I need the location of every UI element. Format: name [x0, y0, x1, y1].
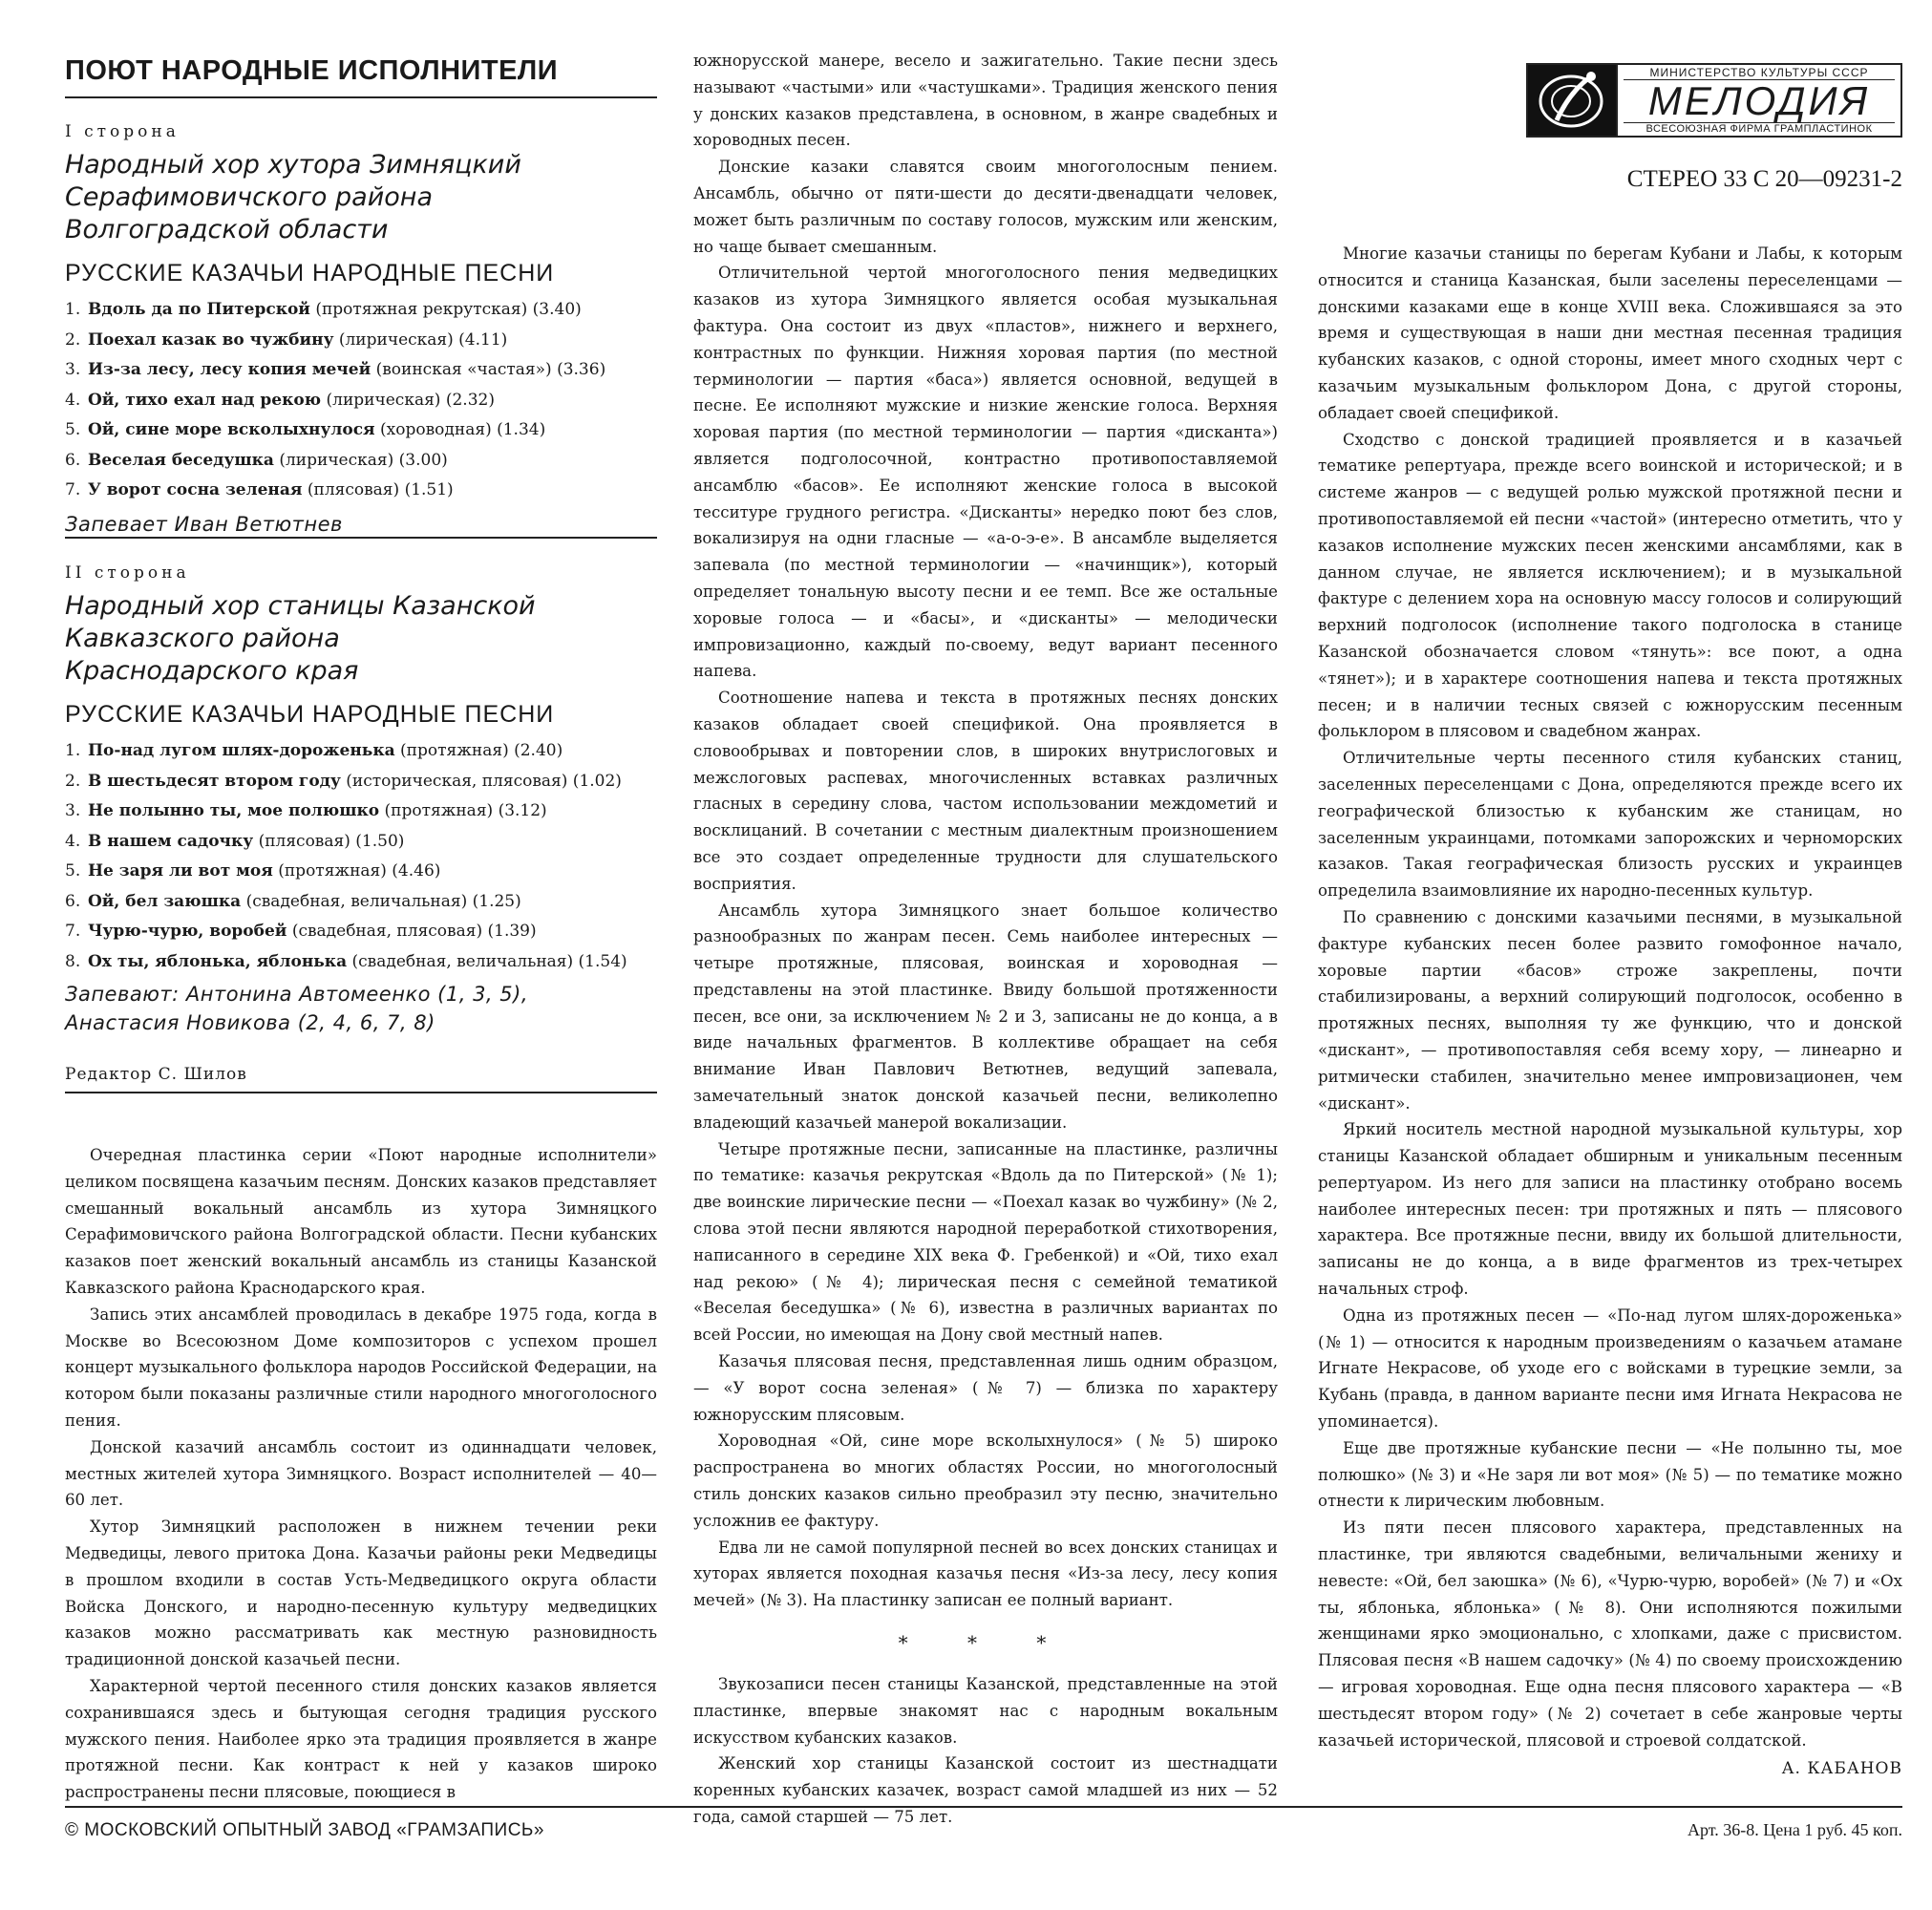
track-item [65, 446, 657, 477]
section-separator: * * * [898, 1631, 1073, 1655]
paragraph: Хороводная «Ой, сине море всколыхнулося» (№ 5) широко распространена во многих областях России, но многоголосный стиль донских казаков сильно преобразил эту песню, значительно усложнив ее фактуру. [693, 1432, 1278, 1530]
logo-company: ВСЕСОЮЗНАЯ ФИРМА ГРАМПЛАСТИНОК [1624, 122, 1895, 135]
paragraph: Хутор Зимняцкий расположен в нижнем течении реки Медведицы, левого притока Дона. Казачьи районы реки Медведицы в прошлом входили в состав Усть-Медведицкого округа области Войска Донского, и народно-песенную культуру медведицких казаков можно рассматривать как местную разновидность традиционной донской казачьей песни. [65, 1517, 657, 1669]
track-title: Веселая беседушка [88, 450, 274, 470]
side-two-choir [65, 590, 657, 688]
footer-price: Арт. 36-8. Цена 1 руб. 45 коп. [1687, 1820, 1902, 1839]
track-title: Ой, тихо ехал над рекою [88, 390, 322, 410]
track-title: Вдоль да по Питерской [88, 300, 310, 319]
track-title: Из-за лесу, лесу копия мечей [88, 360, 372, 379]
series-title: ПОЮТ НАРОДНЫЕ ИСПОЛНИТЕЛИ [65, 55, 657, 98]
track-number: 4. [65, 831, 81, 851]
track-item [65, 736, 657, 767]
logo-ministry: МИНИСТЕРСТВО КУЛЬТУРЫ СССР [1624, 66, 1895, 80]
paragraph: Отличительной чертой многоголосного пения медведицких казаков из хутора Зимняцкого является особая музыкальная фактура. Она состоит из двух «пластов», нижнего и верхнего, контрастных по функции. Нижняя хоровая партия (по местной терминологии — партия «баса») является основной, ведущей в песне. Ее исполняют мужские и низкие женские голоса. Верхняя хоровая партия (по местной терминологии — партия «дисканта») является подголосочной, контрастно противопоставляемой ансамблю «басов». Ее исполняют женские голоса в высокой тесситуре грудного регистра. «Дисканты» нередко поют без слов, вокализируя на одни гласные — «а-о-э-е». В ансамбле выделяется запевала (по местной терминологии — «начинщик»), который определяет тональную высоту песни и ее темп. Все же остальные хоровые голоса — и «басы», и «дисканты» — мелодически импровизационно, каждый по-своему, ведут вариант песенного напева. [693, 264, 1278, 681]
choir-line: Серафимовичского района [65, 182, 433, 212]
track-note: (историческая, плясовая) (1.02) [346, 771, 622, 791]
track-number: 2. [65, 771, 81, 791]
intro-text [65, 1142, 657, 1806]
track-number: 7. [65, 922, 81, 941]
track-title: Не полынно ты, мое полюшко [88, 801, 380, 820]
track-note: (воинская «частая») (3.36) [375, 360, 606, 379]
track-number: 6. [65, 450, 81, 470]
track-number: 3. [65, 360, 81, 379]
track-note: (протяжная) (2.40) [400, 741, 563, 760]
track-title: Поехал казак во чужбину [88, 329, 334, 350]
track-item [65, 917, 657, 947]
track-title: Ой, сине море всколыхнулося [88, 420, 375, 439]
track-number: 1. [65, 300, 81, 319]
side-one-label: I сторона [65, 122, 180, 141]
paragraph: Четыре протяжные песни, записанные на пластинке, различны по тематике: казачья рекрутская «Вдоль да по Питерской» (№ 1); две воинские лирические песни — «Поехал казак во чужбину» (№ 2, слова этой песни являются народной переработкой стихотворения, написанного в середине XIX века Ф. Гребенкой) и «Ой, тихо ехал над рекою» (№ 4); лирическая песня с семейной тематикой «Веселая беседушка» (№ 6), известна в различных вариантах по всей России, но имеющая на Дону свой местный напев. [693, 1139, 1278, 1345]
track-note: (свадебная, величальная) (1.25) [245, 891, 521, 911]
track-note: (плясовая) (1.51) [307, 480, 454, 499]
paragraph: Многие казачьи станицы по берегам Кубани и Лабы, к которым относится и станица Казанская, были заселены переселенцами — донскими казаками еще в конце XVIII века. Сложившаяся за это время и существующая в наши дни местная песенная традиция кубанских казаков, с одной стороны, имеет много сходных черт с казачьим музыкальным фольклором Дона, с другой стороны, обладает своей спецификой. [1318, 244, 1902, 422]
paragraph: Ансамбль хутора Зимняцкого знает большое количество разнообразных по жанрам песен. Семь наиболее интересных — четыре протяжные, плясовая, воинская и хороводная — представлены на этой пластинке. Ввиду большой протяженности песен, все они, за исключением № 2 и 3, записаны не до конца, а в виде начальных фрагментов. В коллективе обращает на себя внимание Иван Павлович Ветютнев, ведущий запевала, замечательный знаток донской казачьей песни, великолепно владеющий казачьей манерой вокализации. [693, 901, 1278, 1132]
track-note: (протяжная рекрутская) (3.40) [315, 300, 582, 319]
track-number: 5. [65, 420, 81, 439]
track-item [65, 355, 657, 386]
side-one-track-list [65, 295, 657, 506]
track-item [65, 295, 657, 326]
track-item [65, 767, 657, 797]
side-two-track-list [65, 736, 657, 976]
track-number: 5. [65, 861, 81, 881]
track-title: В нашем садочку [88, 831, 254, 851]
track-note: (плясовая) (1.50) [258, 831, 405, 851]
side-two-block [65, 563, 657, 1037]
side-one-block [65, 122, 657, 539]
paragraph: Женский хор станицы Казанской состоит из шестнадцати коренных кубанских казачек, возраст самой младшей из них — 52 года, самой старшей — 75 лет. [693, 1754, 1278, 1826]
choir-line: Народный хор хутора Зимняцкий [65, 150, 521, 180]
track-note: (свадебная, плясовая) (1.39) [291, 922, 537, 941]
track-number: 4. [65, 390, 81, 410]
record-label-emblem-icon [1528, 65, 1618, 136]
paragraph: Яркий носитель местной народной музыкальной культуры, хор станицы Казанской обладает обширным и уникальным песенным репертуаром. Из него для записи на пластинку отобрано восемь наиболее интересных песен: три протяжных и пять — плясового характера. Все протяжные песни, ввиду их большой длительности, записаны не до конца, а в виде фрагментов из трех-четырех начальных строф. [1318, 1120, 1902, 1299]
paragraph: Едва ли не самой популярной песней во всех донских станицах и хуторах является походная казачья песня «Из-за лесу, лесу копия мечей» (№ 3). На пластинку записан ее полный вариант. [693, 1538, 1278, 1610]
choir-line: Волгоградской области [65, 215, 389, 244]
middle-column [693, 48, 1278, 1831]
melodiya-logo [1526, 63, 1902, 138]
track-note: (лирическая) (4.11) [338, 329, 508, 350]
track-title: У ворот сосна зеленая [88, 480, 303, 499]
track-title: Ох ты, яблонька, яблонька [88, 951, 348, 971]
track-note: (свадебная, величальная) (1.54) [351, 951, 627, 971]
paragraph: Казачья плясовая песня, представленная лишь одним образцом, — «У ворот сосна зеленая» (№ 7) — близка по характеру южнорусским плясовым. [693, 1352, 1278, 1424]
logo-brand: МЕЛОДИЯ [1647, 78, 1871, 123]
logo-text [1618, 65, 1900, 136]
track-title: Ой, бел заюшка [88, 891, 242, 911]
track-note: (протяжная) (4.46) [278, 861, 441, 881]
track-note: (лирическая) (3.00) [279, 450, 448, 470]
track-number: 1. [65, 741, 81, 760]
track-item [65, 476, 657, 506]
paragraph: Отличительные черты песенного стиля кубанских станиц, заселенных переселенцами с Дона, определяются прежде всего их географической близостью к кубанским же станицам, но заселенным украинцами, потомками запорожских и черноморских казаков. Такая географическая близость русских и украинцев определила взаимовлияние их народно-песенных культур. [1318, 749, 1902, 901]
paragraph: Донской казачий ансамбль состоит из одиннадцати человек, местных жителей хутора Зимняцкого. Возраст исполнителей — 40—60 лет. [65, 1437, 657, 1510]
track-title: По-над лугом шлях-дороженька [88, 741, 395, 760]
track-item [65, 386, 657, 416]
paragraph: Очередная пластинка серии «Поют народные исполнители» целиком посвящена казачьим песням. Донских казаков представляет смешанный вокальный ансамбль из хутора Зимняцкого Серафимовичского района Волгоградской области. Песни кубанских казаков поет женский вокальный ансамбль из станицы Казанской Кавказского района Краснодарского края. [65, 1146, 657, 1297]
side-two-songs-heading: РУССКИЕ КАЗАЧЬИ НАРОДНЫЕ ПЕСНИ [65, 701, 555, 728]
track-note: (хороводная) (1.34) [380, 420, 546, 439]
track-number: 7. [65, 480, 81, 499]
track-number: 3. [65, 801, 81, 820]
track-item [65, 857, 657, 887]
choir-line: Краснодарского края [65, 656, 359, 686]
right-column [1318, 241, 1902, 1778]
paragraph: Характерной чертой песенного стиля донских казаков является сохранившаяся здесь и бытующая сегодня традиция русского мужского пения. Наиболее ярко эта традиция проявляется в жанре протяжной песни. Как контраст к ней у казаков широко распространены песни плясовые, поющиеся в [65, 1676, 657, 1802]
side-two-label: II сторона [65, 563, 190, 583]
editor-credit: Редактор С. Шилов [65, 1065, 247, 1084]
track-item [65, 887, 657, 918]
paragraph: Одна из протяжных песен — «По-над лугом шлях-дороженька» (№ 1) — относится к народным произведениям о казачьем атамане Игнате Некрасове, об уходе его с войсками в турецкие земли, за Кубань (правда, в данном варианте песни имя Игната Некрасова не упоминается). [1318, 1305, 1902, 1432]
side-two-lead-singers [65, 980, 657, 1037]
paragraph: Еще две протяжные кубанские песни — «Не полынно ты, мое полюшко» (№ 3) и «Не заря ли вот моя» (№ 5) — по тематике можно отнести к лирическим любовным. [1318, 1438, 1902, 1511]
paragraph: По сравнению с донскими казачьими песнями, в музыкальной фактуре кубанских песен более развито гомофонное начало, хоровые партии «басов» строже закреплены, почти стабилизированы, а верхний солирующий подголосок, особенно в протяжных песнях, выполняя ту же функцию, что и донской «дискант», — противопоставляя себя всему хору, — линеарно и ритмически стабилен, значительно менее импровизационен, чем «дискант». [1318, 907, 1902, 1113]
paragraph: Сходство с донской традицией проявляется и в казачьей тематике репертуара, прежде всего воинской и исторической; и в системе жанров — с ведущей ролью мужской протяжной песни и противопоставляемой ей песни «частой» (интересно отметить, что у казаков исполнение мужских песен женскими ансамблями, как в данном случае, не является исключением); и в музыкальной фактуре с делением хора на основную массу голосов и солирующий верхний подголосок (исполнение такого подголоска в станице Казанской обозначается словом «тянуть»: все поют, а одна «тянет»); и в характере соотношения напева и текста протяжных песен; и в наличии тесных связей с южнорусским песенным фольклором в плясовом и свадебном жанрах. [1318, 430, 1902, 741]
track-number: 2. [65, 329, 81, 350]
lead-line: Запевают: Антонина Автомеенко (1, 3, 5), [65, 982, 529, 1006]
paragraph: Звукозаписи песен станицы Казанской, представленные на этой пластинке, впервые знакомят нас с народным вокальным искусством кубанских казаков. [693, 1675, 1278, 1747]
track-title: Чурю-чурю, воробей [88, 922, 287, 941]
track-number: 6. [65, 891, 81, 911]
paragraph: Донские казаки славятся своим многоголосным пением. Ансамбль, обычно от пяти-шести до десяти-двенадцати человек, может быть различным по составу голосов, мужским или женским, но чаще бывает смешанным. [693, 158, 1278, 256]
track-item [65, 415, 657, 446]
side-one-choir [65, 149, 657, 246]
track-title: Не заря ли вот моя [88, 861, 273, 881]
lead-line: Анастасия Новикова (2, 4, 6, 7, 8) [65, 1010, 435, 1034]
paragraph: Из пяти песен плясового характера, представленных на пластинке, три являются свадебными, величальными жениху и невесте: «Ой, бел заюшка» (№ 6), «Чурю-чурю, воробей» (№ 7) и «Ох ты, яблонька, яблонька» (№ 8). Они исполняются пожилыми женщинами ярко эмоционально, с хлопками, даже с присвистом. Плясовая песня «В нашем садочку» (№ 4) по своему происхождению — игровая хороводная. Еще одна песня плясового характера — «В шестьдесят втором году» (№ 2) сочетает в себе жанровые черты казачьей исторической, плясовой и строевой солдатской. [1318, 1518, 1902, 1750]
track-note: (лирическая) (2.32) [326, 390, 495, 410]
track-item [65, 827, 657, 858]
choir-line: Народный хор станицы Казанской [65, 591, 536, 621]
side-one-lead-singer: Запевает Иван Ветютнев [65, 512, 343, 536]
paragraph: южнорусской манере, весело и зажигательно. Такие песни здесь называют «частыми» или «частушками». Традиция женского пения у донских казаков представлена, в основном, в жанре свадебных и хороводных песен. [693, 52, 1278, 150]
track-item [65, 796, 657, 827]
track-note: (протяжная) (3.12) [384, 801, 547, 820]
track-item [65, 326, 657, 356]
footer-divider [65, 1806, 1902, 1808]
paragraph: Соотношение напева и текста в протяжных песнях донских казаков обладает своей спецификой. Она проявляется в словообрывах и повторении слов, в широких внутрислоговых и межслоговых распевах, многочисленных вставках различных гласных в середину слова, частом использовании междометий и восклицаний. В сочетании с местным диалектным произношением все это создает определенные трудности для слушательского восприятия. [693, 689, 1278, 893]
footer-manufacturer: © МОСКОВСКИЙ ОПЫТНЫЙ ЗАВОД «ГРАМЗАПИСЬ» [65, 1820, 544, 1840]
author-signature: А. КАБАНОВ [1781, 1759, 1902, 1779]
catalog-number: СТЕРЕО 33 С 20—09231-2 [1626, 166, 1902, 192]
track-item [65, 951, 657, 976]
track-number: 8. [65, 951, 81, 971]
side-one-songs-heading: РУССКИЕ КАЗАЧЬИ НАРОДНЫЕ ПЕСНИ [65, 260, 555, 286]
divider [65, 1092, 657, 1093]
divider [65, 537, 657, 539]
track-title: В шестьдесят втором году [88, 771, 341, 791]
choir-line: Кавказского района [65, 624, 340, 653]
paragraph: Запись этих ансамблей проводилась в декабре 1975 года, когда в Москве во Всесоюзном Доме композиторов с успехом прошел концерт музыкального фольклора народов Российской Федерации, на котором были показаны различные стили народного многоголосного пения. [65, 1305, 657, 1430]
